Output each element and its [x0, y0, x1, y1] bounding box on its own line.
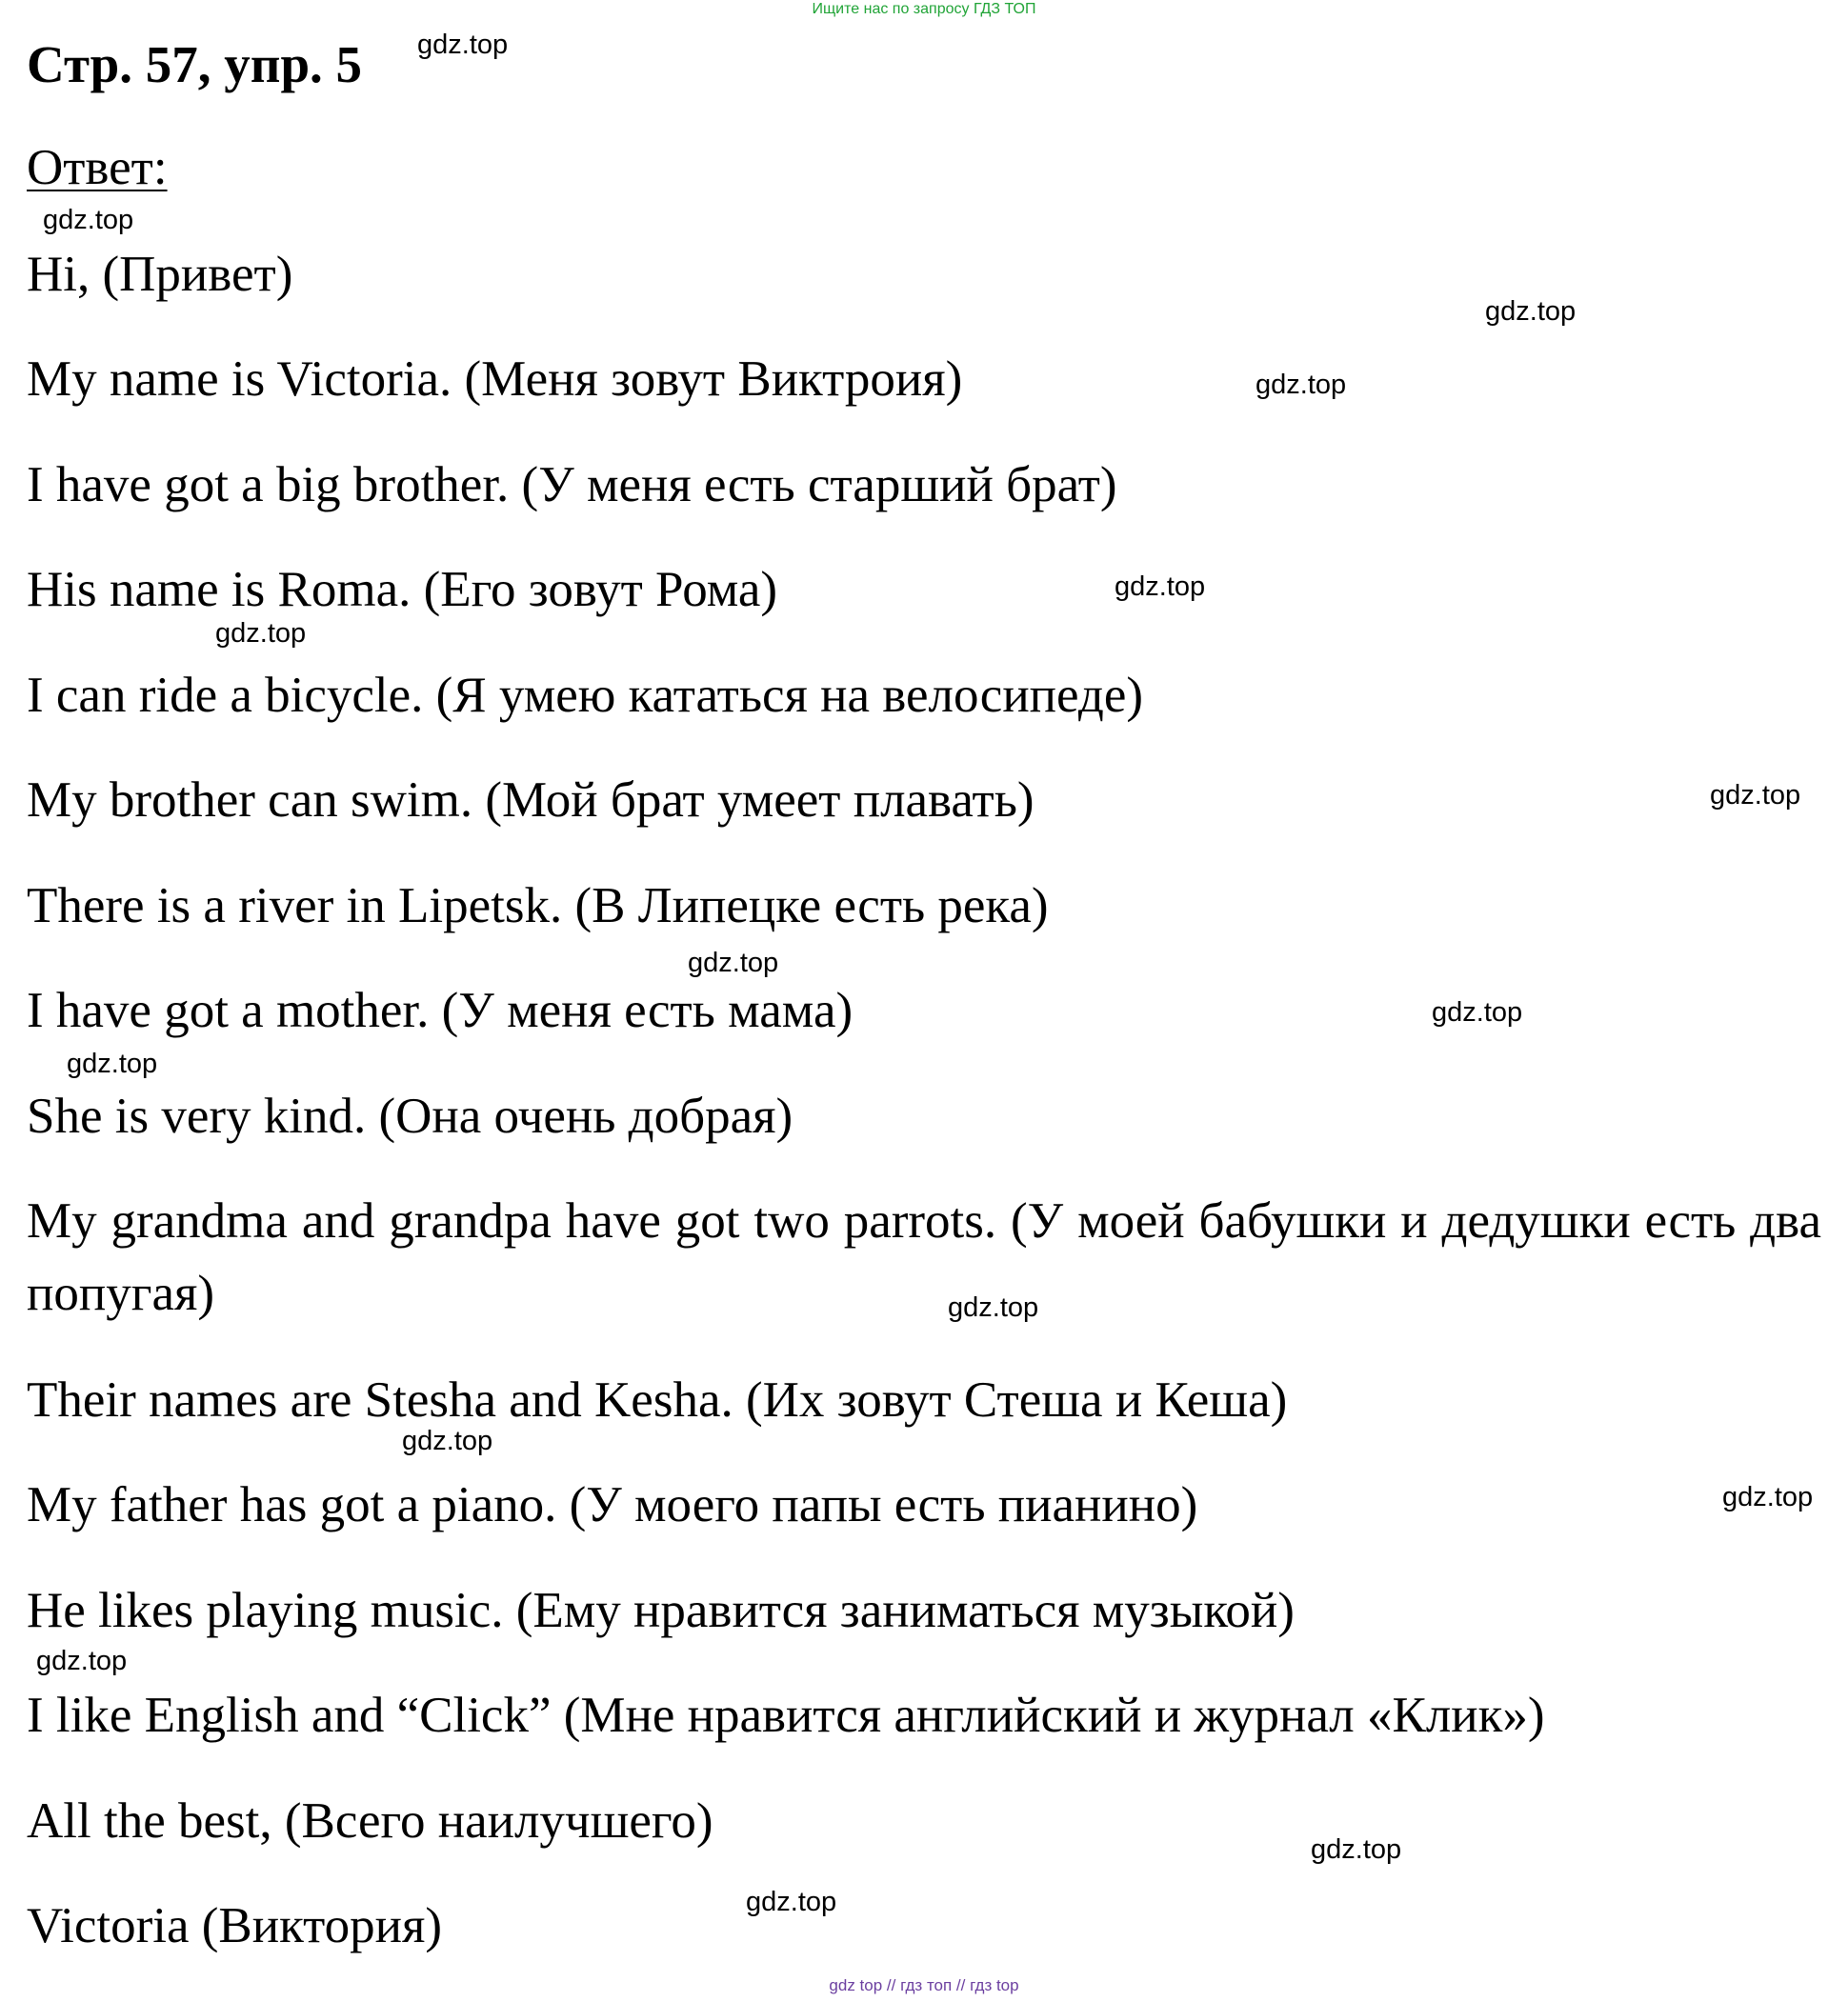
- letter-line: I like English and “Click” (Мне нравится английский и журнал «Клик»): [27, 1688, 1545, 1743]
- answer-label: Ответ:: [27, 140, 168, 195]
- letter-line-wrapped: My grandma and grandpa have got two parrots. (У моей бабушки и дедушки есть два попугая): [27, 1193, 1821, 1321]
- watermark: gdz.top: [1115, 571, 1206, 602]
- letter-line: My brother can swim. (Мой брат умеет плавать): [27, 772, 1034, 828]
- letter-line: Hi, (Привет): [27, 247, 293, 302]
- footer-watermark: gdz top // гдз топ // гдз top: [829, 1976, 1019, 1994]
- watermark: gdz.top: [36, 1646, 128, 1676]
- letter-line: I can ride a bicycle. (Я умею кататься на велосипеде): [27, 668, 1144, 723]
- letter-line: My father has got a piano. (У моего папы есть пианино): [27, 1477, 1198, 1532]
- letter-line: I have got a mother. (У меня есть мама): [27, 983, 854, 1038]
- letter-line: There is a river in Lipetsk. (В Липецке есть река): [27, 878, 1049, 933]
- letter-line: His name is Roma. (Его зовут Рома): [27, 562, 778, 617]
- letter-line: All the best, (Всего наилучшего): [27, 1793, 713, 1849]
- watermark: gdz.top: [1432, 997, 1523, 1028]
- letter-line: My name is Victoria. (Меня зовут Виктроия): [27, 351, 963, 407]
- watermark: gdz.top: [688, 948, 779, 978]
- watermark: gdz.top: [1710, 780, 1801, 811]
- watermark: gdz.top: [1255, 370, 1347, 400]
- watermark: gdz.top: [402, 1426, 493, 1456]
- watermark: gdz.top: [215, 618, 307, 649]
- search-banner: Ищите нас по запросу ГДЗ ТОП: [812, 1, 1036, 17]
- letter-line: She is very kind. (Она очень добрая): [27, 1089, 793, 1144]
- watermark: gdz.top: [746, 1887, 837, 1917]
- watermark: gdz.top: [948, 1292, 1039, 1323]
- page-title: Стр. 57, упр. 5: [27, 35, 363, 93]
- watermark: gdz.top: [1485, 296, 1577, 327]
- letter-line: Their names are Stesha and Kesha. (Их зовут Стеша и Кеша): [27, 1372, 1288, 1428]
- watermark: gdz.top: [1722, 1482, 1814, 1512]
- watermark: gdz.top: [1311, 1834, 1402, 1865]
- letter-line: Victoria (Виктория): [27, 1898, 442, 1953]
- watermark: gdz.top: [43, 205, 134, 235]
- letter-line: He likes playing music. (Ему нравится заниматься музыкой): [27, 1583, 1295, 1638]
- watermark: gdz.top: [417, 30, 509, 60]
- watermark: gdz.top: [67, 1049, 158, 1079]
- letter-line: I have got a big brother. (У меня есть старший брат): [27, 457, 1117, 512]
